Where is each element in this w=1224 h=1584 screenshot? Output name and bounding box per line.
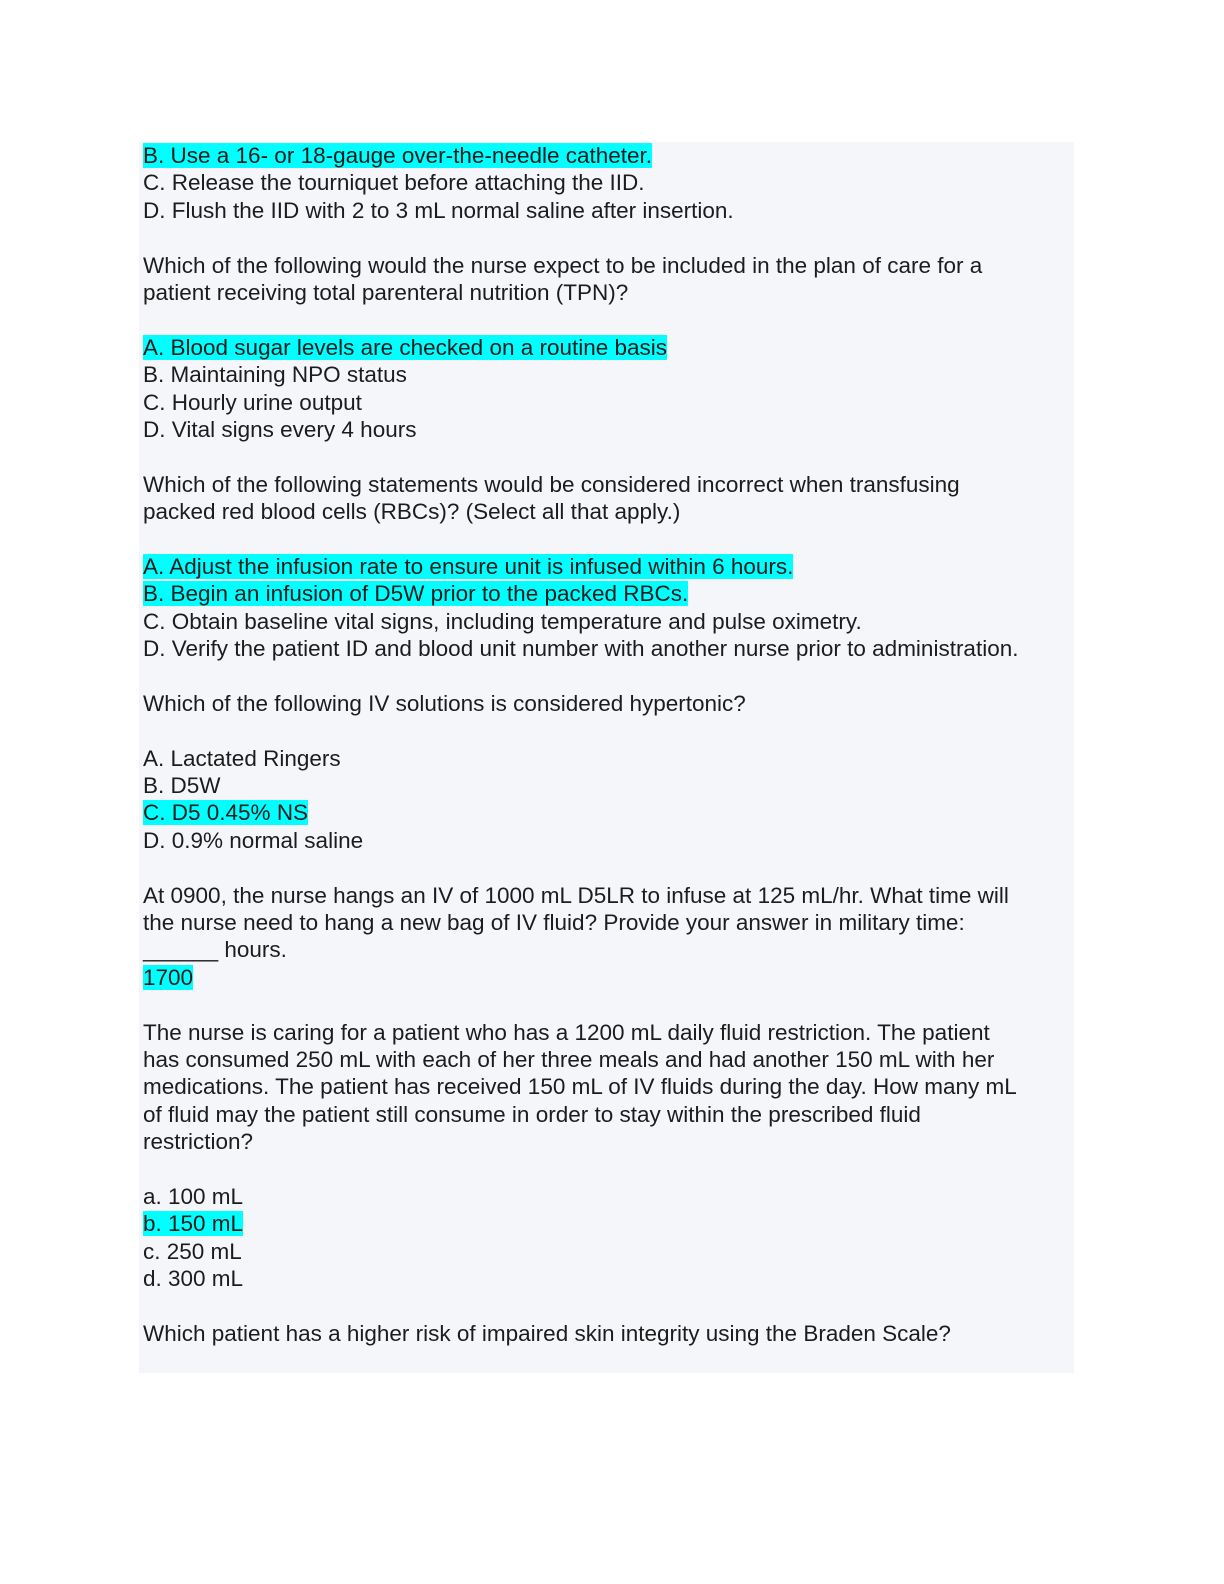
- answer-option-b: [143, 580, 1078, 607]
- document-text: [143, 142, 1078, 1347]
- answer-option-b: B. Maintaining NPO status: [143, 362, 407, 388]
- answer-option-c: C. Hourly urine output: [143, 389, 362, 415]
- question-text: Which patient has a higher risk of impaired skin integrity using the Braden Scale?: [143, 1320, 951, 1346]
- highlighted-answer: B. Begin an infusion of D5W prior to the packed RBCs.: [143, 581, 689, 607]
- spacer: [143, 306, 1078, 333]
- answer-option-c: [143, 799, 1078, 826]
- question-text: Which of the following statements would be considered incorrect when transfusing: [143, 471, 960, 497]
- question-text: of fluid may the patient still consume in order to stay within the prescribed fluid: [143, 1101, 921, 1127]
- question-text: the nurse need to hang a new bag of IV fluid? Provide your answer in military time:: [143, 909, 965, 935]
- spacer: [143, 854, 1078, 881]
- question-text: patient receiving total parenteral nutrition (TPN)?: [143, 279, 629, 305]
- highlighted-answer: 1700: [143, 964, 194, 990]
- answer-option-d: D. Flush the IID with 2 to 3 mL normal saline after insertion.: [143, 197, 734, 223]
- answer-option-a: [143, 553, 1078, 580]
- answer-option-b: B. D5W: [143, 772, 221, 798]
- spacer: [143, 991, 1078, 1018]
- question-text: At 0900, the nurse hangs an IV of 1000 mL D5LR to infuse at 125 mL/hr. What time will: [143, 882, 1009, 908]
- question-text: ______ hours.: [143, 937, 287, 963]
- answer-value: [143, 964, 1078, 991]
- question-text: packed red blood cells (RBCs)? (Select all that apply.): [143, 499, 681, 525]
- spacer: [143, 662, 1078, 689]
- answer-option-d: D. 0.9% normal saline: [143, 827, 364, 853]
- highlighted-answer: A. Adjust the infusion rate to ensure unit is infused within 6 hours.: [143, 553, 794, 579]
- answer-option-d: D. Verify the patient ID and blood unit number with another nurse prior to administration.: [143, 636, 1019, 662]
- answer-option-a: [143, 334, 1078, 361]
- highlighted-answer: B. Use a 16- or 18-gauge over-the-needle catheter.: [143, 143, 653, 168]
- question-text: Which of the following IV solutions is considered hypertonic?: [143, 690, 746, 716]
- highlighted-answer: C. D5 0.45% NS: [143, 800, 309, 826]
- answer-option-c: C. Obtain baseline vital signs, including temperature and pulse oximetry.: [143, 608, 862, 634]
- answer-option-b: [143, 142, 1078, 169]
- spacer: [143, 525, 1078, 552]
- highlighted-answer: b. 150 mL: [143, 1211, 244, 1237]
- spacer: [143, 1292, 1078, 1319]
- answer-option-c: C. Release the tourniquet before attaching the IID.: [143, 170, 645, 196]
- answer-option-d: D. Vital signs every 4 hours: [143, 416, 417, 442]
- answer-option-b: [143, 1210, 1078, 1237]
- answer-option-d: d. 300 mL: [143, 1266, 244, 1292]
- spacer: [143, 717, 1078, 744]
- answer-option-a: a. 100 mL: [143, 1183, 244, 1209]
- answer-option-c: c. 250 mL: [143, 1238, 242, 1264]
- question-text: Which of the following would the nurse expect to be included in the plan of care for a: [143, 252, 983, 278]
- spacer: [143, 224, 1078, 251]
- question-text: medications. The patient has received 150 mL of IV fluids during the day. How many mL: [143, 1074, 1017, 1100]
- answer-option-a: A. Lactated Ringers: [143, 745, 341, 771]
- question-text: The nurse is caring for a patient who has a 1200 mL daily fluid restriction. The patient: [143, 1019, 990, 1045]
- question-text: restriction?: [143, 1129, 254, 1155]
- question-text: has consumed 250 mL with each of her three meals and had another 150 mL with her: [143, 1046, 995, 1072]
- spacer: [143, 1155, 1078, 1182]
- spacer: [143, 443, 1078, 470]
- highlighted-answer: A. Blood sugar levels are checked on a routine basis: [143, 334, 668, 360]
